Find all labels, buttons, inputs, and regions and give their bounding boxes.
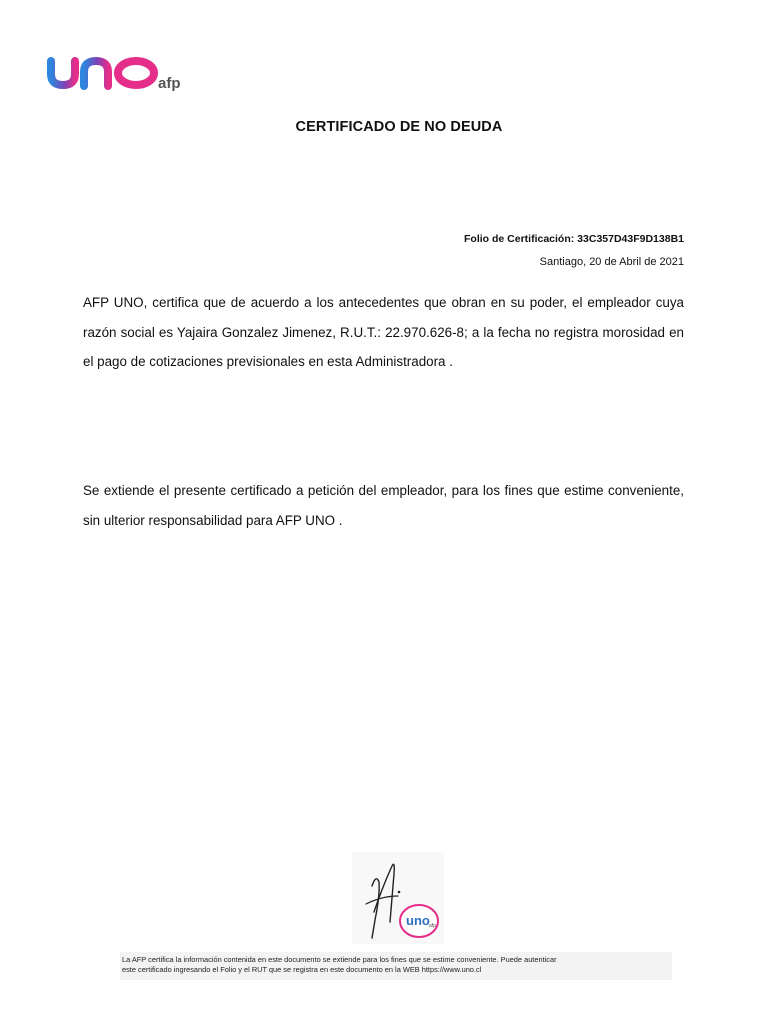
- seal-suffix: afp: [429, 923, 436, 929]
- page-title: CERTIFICADO DE NO DEUDA: [295, 119, 503, 135]
- footer-note: [120, 952, 672, 980]
- uno-afp-logo-icon: [44, 50, 194, 94]
- seal-text: uno: [406, 913, 430, 928]
- folio-number: Folio de Certificación: 33C357D43F9D138B1: [464, 233, 684, 245]
- uno-afp-seal-icon: [400, 905, 438, 937]
- signature-block: [352, 852, 444, 944]
- footer-line-1: La AFP certifica la información contenida en este documento se extiende para los fines que se estime conveniente. Puede autenticar: [122, 955, 557, 964]
- certification-paragraph: AFP UNO, certifica que de acuerdo a los antecedentes que obran en su poder, el empleador cuya razón social es Yajaira Gonzalez Jimenez, R.U.T.: 22.970.626-8; a la fecha no registra morosidad en el pago de cotizaciones previsionales en esta Administradora .: [83, 295, 684, 369]
- closing-paragraph: Se extiende el presente certificado a petición del empleador, para los fines que estime conveniente, sin ulterior responsabilidad para AFP UNO .: [83, 483, 684, 528]
- issue-date: Santiago, 20 de Abril de 2021: [539, 256, 684, 268]
- logo-suffix: afp: [158, 75, 181, 92]
- footer-line-2: este certificado ingresando el Folio y el RUT que se registra en este documento en la WEB https://www.uno.cl: [122, 965, 482, 974]
